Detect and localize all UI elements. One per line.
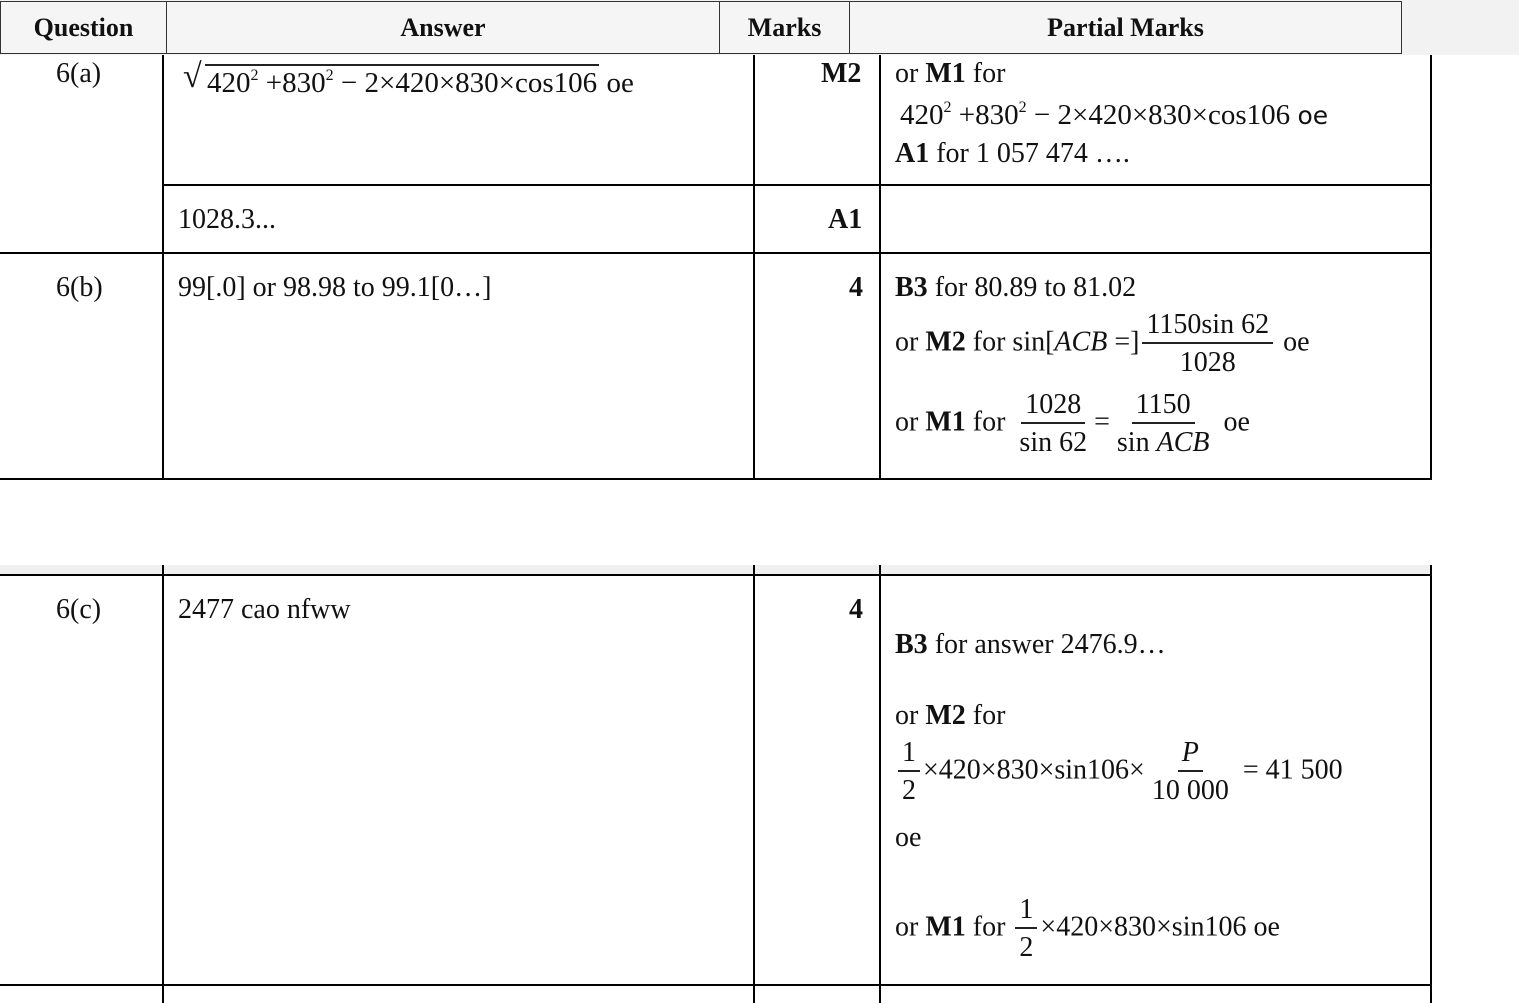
fraction: $\frac{1150}{\text{sin ACB}}$	[1116, 389, 1210, 459]
grid-line	[753, 55, 755, 480]
grid-line	[162, 55, 164, 480]
grid-line	[162, 184, 1432, 186]
table-header	[0, 0, 1519, 55]
page-break-band	[0, 565, 1431, 574]
mark-6c: 4	[849, 594, 863, 625]
question-label-6c: 6(c)	[56, 594, 102, 625]
grid-line	[879, 565, 881, 1003]
header-partial-marks: Partial Marks	[849, 1, 1402, 54]
fraction: $\frac{1}{2}$	[1015, 895, 1037, 963]
grid-line	[1430, 55, 1432, 480]
grid-line	[162, 565, 164, 1003]
header-marks: Marks	[719, 1, 850, 54]
grid-line	[753, 565, 755, 1003]
answer-6c: 2477 cao nfww	[178, 594, 351, 625]
square-root-sign: √ $420^2 +830^2 - 2\times 420\times 830\times\cos 106$	[183, 58, 598, 99]
answer-6a-expression: √ $420^2 +830^2 - 2\times 420\times 830\times\cos 106$ oe	[183, 58, 634, 99]
mark-6a-a1: A1	[828, 204, 863, 235]
answer-6b: 99[.0] or 98.98 to 99.1[0…]	[178, 272, 492, 303]
mark-6a-m2: M2	[821, 58, 862, 89]
grid-line	[0, 984, 1432, 986]
fraction: $\frac{1}{2}$	[898, 738, 920, 806]
grid-line	[0, 478, 1432, 480]
partial-6c-b3: B3 for answer 2476.9…	[895, 629, 1166, 660]
header-question: Question	[0, 1, 167, 54]
question-label-6b: 6(b)	[56, 272, 103, 303]
question-label-6a: 6(a)	[56, 58, 102, 89]
partial-6c-oe: oe	[895, 822, 922, 853]
fraction: $\frac{P}{10 000}$	[1151, 737, 1229, 807]
grid-line	[1430, 565, 1432, 1003]
header-answer: Answer	[166, 1, 720, 54]
partial-6b-m1: or M1 for $\frac{1028}{\sin 62}$ = $\frac{1150}{\text{sin ACB}}$ oe	[895, 389, 1250, 459]
grid-line	[879, 55, 881, 480]
answer-6a-value: 1028.3...	[178, 204, 276, 235]
grid-line	[0, 252, 1432, 254]
mark-6b: 4	[849, 272, 863, 303]
partial-6c-m1: or M1 for $\frac{1}{2}$ ×420×830×sin106 oe	[895, 894, 1280, 964]
fraction: $\frac{1150\sin 62}{1028}$	[1142, 310, 1273, 378]
partial-6b-b3: B3 for 80.89 to 81.02	[895, 272, 1137, 303]
partial-6c-m2-expression: $\frac{1}{2}$ ×420×830×sin106× $\frac{P}{10 000}$ = 41 500	[895, 738, 1343, 806]
partial-6a-a1: A1 for 1 057 474 ….	[895, 138, 1130, 169]
partial-6a-expression: $420^2 +830^2 - 2\times 420\times 830\times\cos 106$ oe	[900, 99, 1329, 131]
partial-6b-m2: or M2 for sin[ACB =] $\frac{1150\sin 62}{1028}$ oe	[895, 309, 1310, 379]
partial-6c-m2: or M2 for	[895, 700, 1006, 731]
grid-line	[0, 574, 1432, 576]
fraction: $\frac{1028}{\sin 62}$	[1019, 389, 1088, 459]
partial-6a-line1: or M1 for	[895, 58, 1006, 89]
